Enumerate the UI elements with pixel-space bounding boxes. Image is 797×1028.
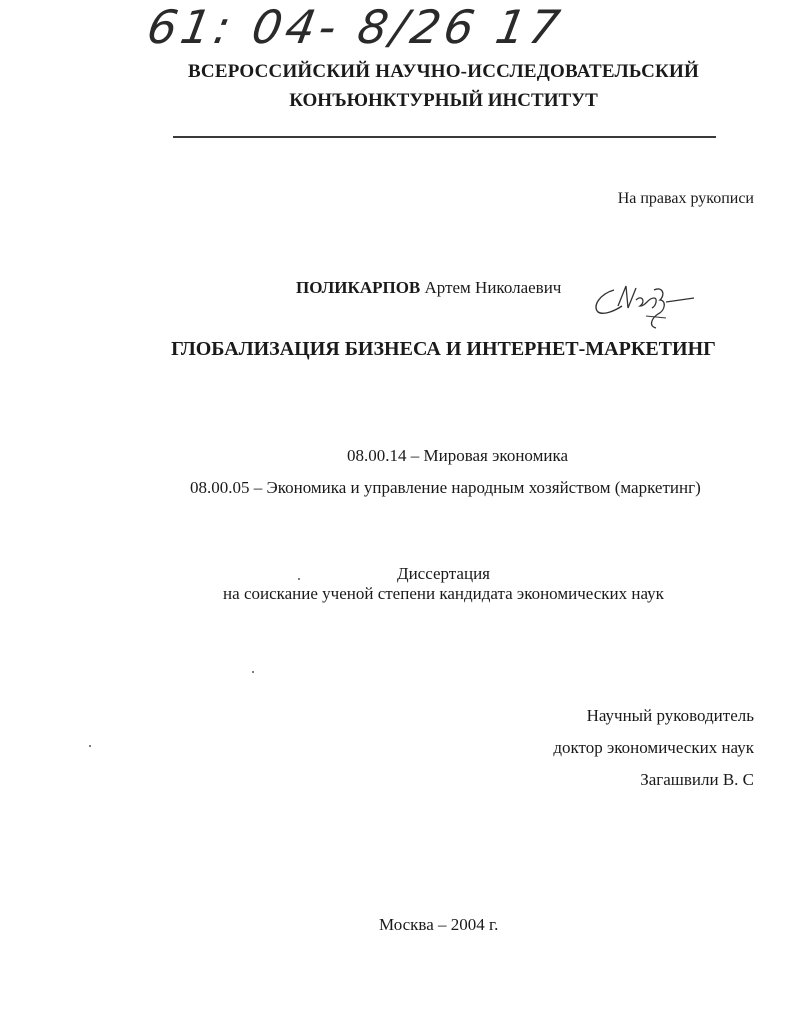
author-surname: ПОЛИКАРПОВ xyxy=(296,278,421,297)
archive-number-handwritten: 61: 04- 8/26 17 xyxy=(143,0,568,54)
city-year: Москва – 2004 г. xyxy=(379,915,499,934)
advisor-block xyxy=(0,706,754,796)
rights-note: На правах рукописи xyxy=(617,190,754,207)
header-divider xyxy=(173,136,716,138)
author-name xyxy=(296,278,561,298)
signature-icon xyxy=(586,276,696,336)
specialty-2: 08.00.05 – Экономика и управление народным хозяйством (маркетинг) xyxy=(190,478,701,497)
institute-name-line2: КОНЪЮНКТУРНЫЙ ИНСТИТУТ xyxy=(289,90,598,111)
degree-purpose: на соискание ученой степени кандидата экономических наук xyxy=(223,584,664,603)
author-given-names: Артем Николаевич xyxy=(424,278,562,297)
scan-speck xyxy=(298,578,300,580)
thesis-title: ГЛОБАЛИЗАЦИЯ БИЗНЕСА И ИНТЕРНЕТ-МАРКЕТИНГ xyxy=(171,338,716,360)
advisor-name: Загашвили В. С xyxy=(640,770,754,789)
advisor-degree: доктор экономических наук xyxy=(553,738,754,757)
scan-speck xyxy=(89,745,91,747)
specialty-1: 08.00.14 – Мировая экономика xyxy=(347,446,568,465)
scan-speck xyxy=(252,671,254,673)
advisor-role: Научный руководитель xyxy=(586,706,754,725)
institute-name-line1: ВСЕРОССИЙСКИЙ НАУЧНО-ИССЛЕДОВАТЕЛЬСКИЙ xyxy=(188,61,699,82)
degree-type: Диссертация xyxy=(396,564,490,583)
